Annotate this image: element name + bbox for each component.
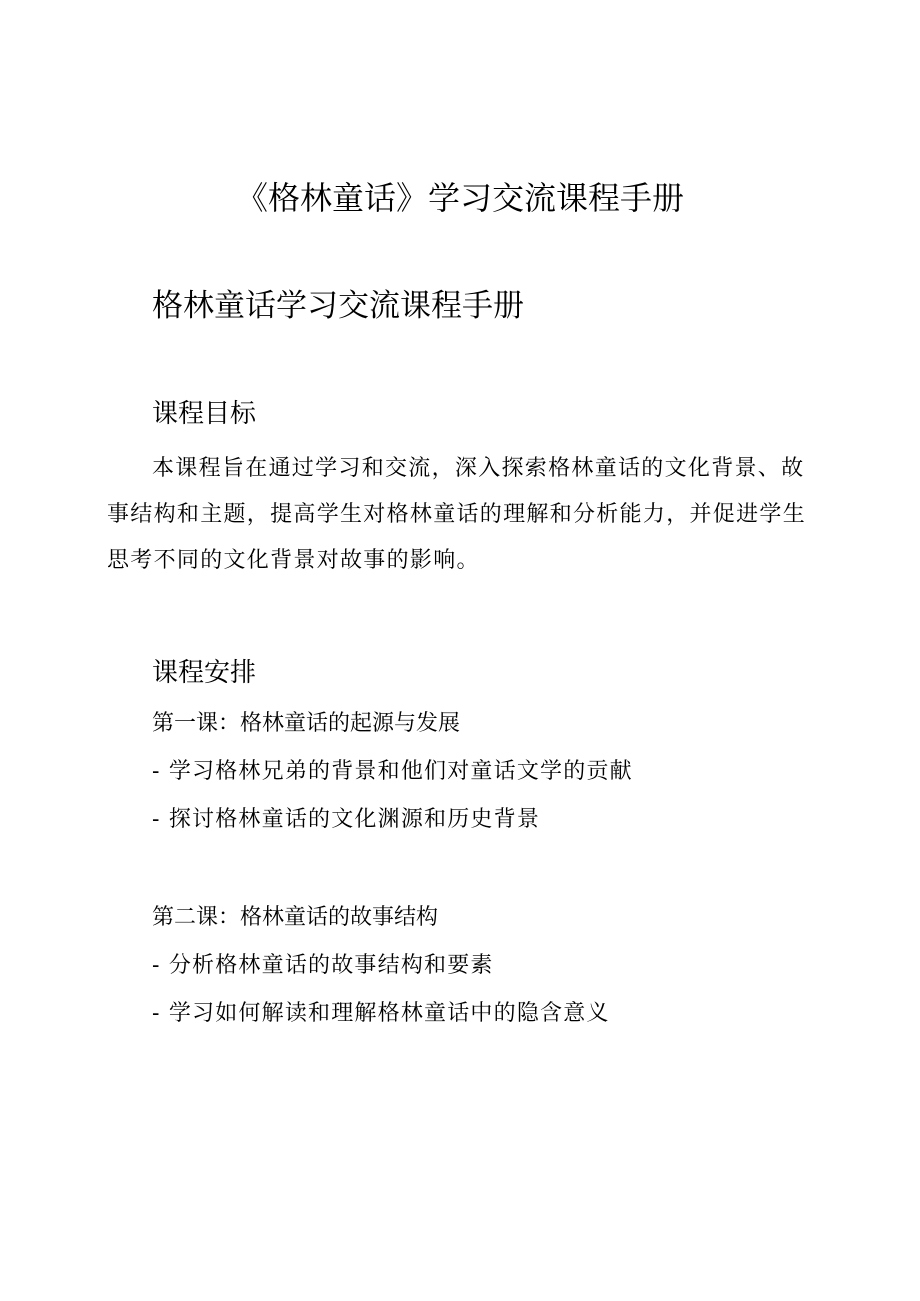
document-title: 《格林童话》学习交流课程手册: [235, 179, 684, 217]
lesson-item: - 学习格林兄弟的背景和他们对童话文学的贡献: [152, 759, 633, 784]
goals-paragraph: 本课程旨在通过学习和交流，深入探索格林童话的文化背景、故事结构和主题，提高学生对格林童话的理解和分析能力，并促进学生思考不同的文化背景对故事的影响。: [107, 456, 807, 573]
lesson-item: - 分析格林童话的故事结构和要素: [152, 953, 494, 978]
section-heading-goals: 课程目标: [152, 399, 257, 429]
lesson-item: - 探讨格林童话的文化渊源和历史背景: [152, 807, 541, 832]
lesson-item: - 学习如何解读和理解格林童话中的隐含意义: [152, 1001, 610, 1026]
lesson-title: 第一课：格林童话的起源与发展: [152, 711, 461, 736]
document-heading: 格林童话学习交流课程手册: [152, 288, 524, 324]
lesson-title: 第二课：格林童话的故事结构: [152, 905, 439, 930]
section-heading-schedule: 课程安排: [152, 658, 257, 688]
